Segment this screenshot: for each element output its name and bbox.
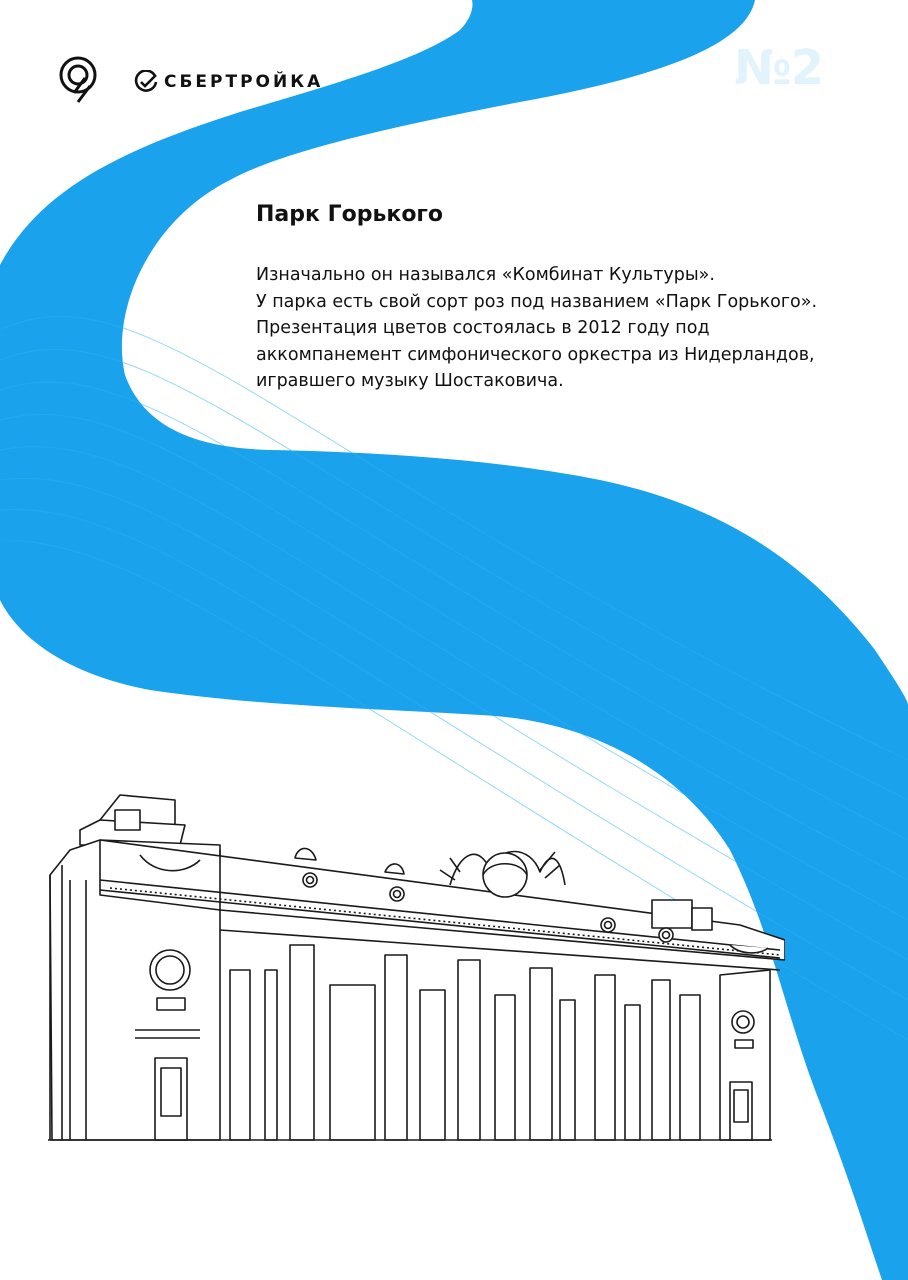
issue-number: №2 xyxy=(734,40,824,96)
metro-nine-pin-icon xyxy=(56,56,100,104)
article-line: У парка есть свой сорт роз под названием «Парк Горького». xyxy=(256,291,818,312)
article-line: игравшего музыку Шостаковича. xyxy=(256,371,564,391)
article-body xyxy=(256,262,896,395)
article-line: Презентация цветов состоялась в 2012 году под xyxy=(256,318,710,338)
sber-logo xyxy=(134,66,323,98)
article-line: Изначально он назывался «Комбинат Культуры». xyxy=(256,265,715,285)
sber-check-icon xyxy=(134,70,158,94)
gorky-park-gate-icon xyxy=(40,790,785,1145)
article-line: аккомпанемент симфонического оркестра из Нидерландов, xyxy=(256,344,815,365)
brand-name: СБЕРТРОЙКА xyxy=(164,72,324,92)
article-title: Парк Горького xyxy=(256,202,444,227)
